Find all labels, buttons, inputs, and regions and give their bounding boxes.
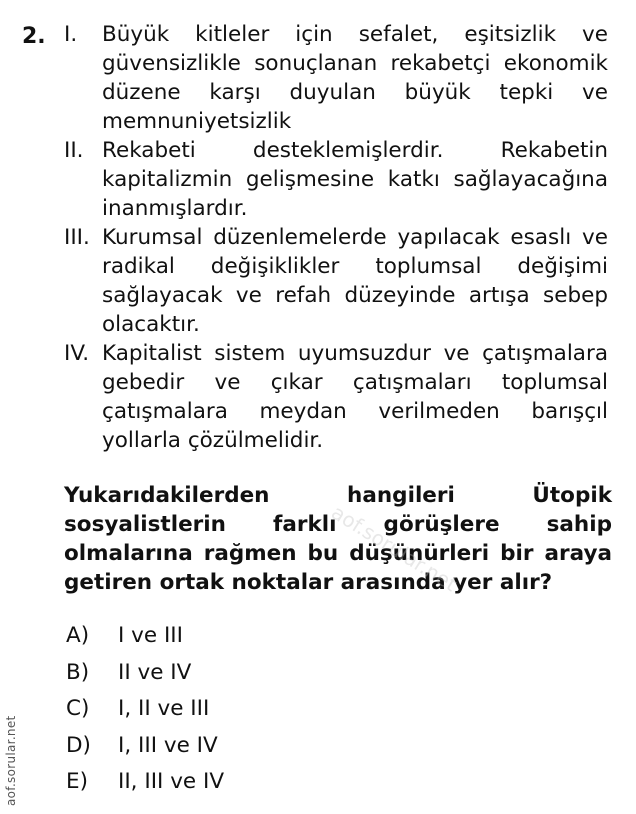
option-text: II, III ve IV (118, 769, 225, 794)
option-text: I, III ve IV (118, 732, 218, 758)
option-text: I ve III (118, 623, 183, 648)
statement-3 (64, 223, 608, 339)
statement-4-numeral: IV. (64, 341, 90, 366)
statement-1-text: Büyük kitleler için sefalet, eşitsizlik ve güvensizlikle sonuçlanan rekabetçi ekonomik düzene karşı duyulan büyük tepki ve memnuniyetsizlik (102, 22, 608, 134)
option-letter: B) (66, 659, 90, 685)
answer-options (66, 618, 224, 801)
statement-2-numeral: II. (64, 138, 84, 163)
option-letter: E) (66, 769, 88, 794)
option-letter: D) (66, 732, 91, 758)
option-a[interactable] (66, 618, 224, 655)
question-prompt: Yukarıdakilerden hangileri Ütopik sosyalistlerin farklı görüşlere sahip olmalarına rağmen bu düşünürleri bir araya getiren ortak noktalar arasında yer alır? (64, 483, 612, 595)
center-watermark: aof.sorular.net (327, 500, 462, 597)
option-text: I, II ve III (118, 696, 210, 721)
side-watermark: aof.sorular.net (4, 715, 18, 806)
statement-2-text: Rekabeti desteklemişlerdir. Rekabetin kapitalizmin gelişmesine katkı sağlayacağına inanmışlardır. (102, 138, 608, 221)
statement-4-text: Kapitalist sistem uyumsuzdur ve çatışmalara gebedir ve çıkar çatışmaları toplumsal çatışmalara meydan verilmeden barışçıl yollarla çözülmelidir. (102, 341, 608, 453)
statement-3-numeral: III. (64, 225, 90, 250)
statement-1 (64, 20, 608, 136)
option-b[interactable] (66, 655, 224, 692)
option-text: II ve IV (118, 659, 192, 685)
option-d[interactable] (66, 728, 224, 765)
option-e[interactable] (66, 764, 224, 801)
statement-4 (64, 339, 608, 455)
question-number: 2. (22, 24, 46, 49)
statement-2 (64, 136, 608, 223)
statement-1-numeral: I. (64, 22, 78, 47)
statement-3-text: Kurumsal düzenlemelerde yapılacak esaslı ve radikal değişiklikler toplumsal değişimi sağlayacak ve refah düzeyinde artışa sebep olacaktır. (102, 225, 608, 337)
option-letter: A) (66, 623, 90, 648)
option-letter: C) (66, 696, 90, 721)
option-c[interactable] (66, 691, 224, 728)
